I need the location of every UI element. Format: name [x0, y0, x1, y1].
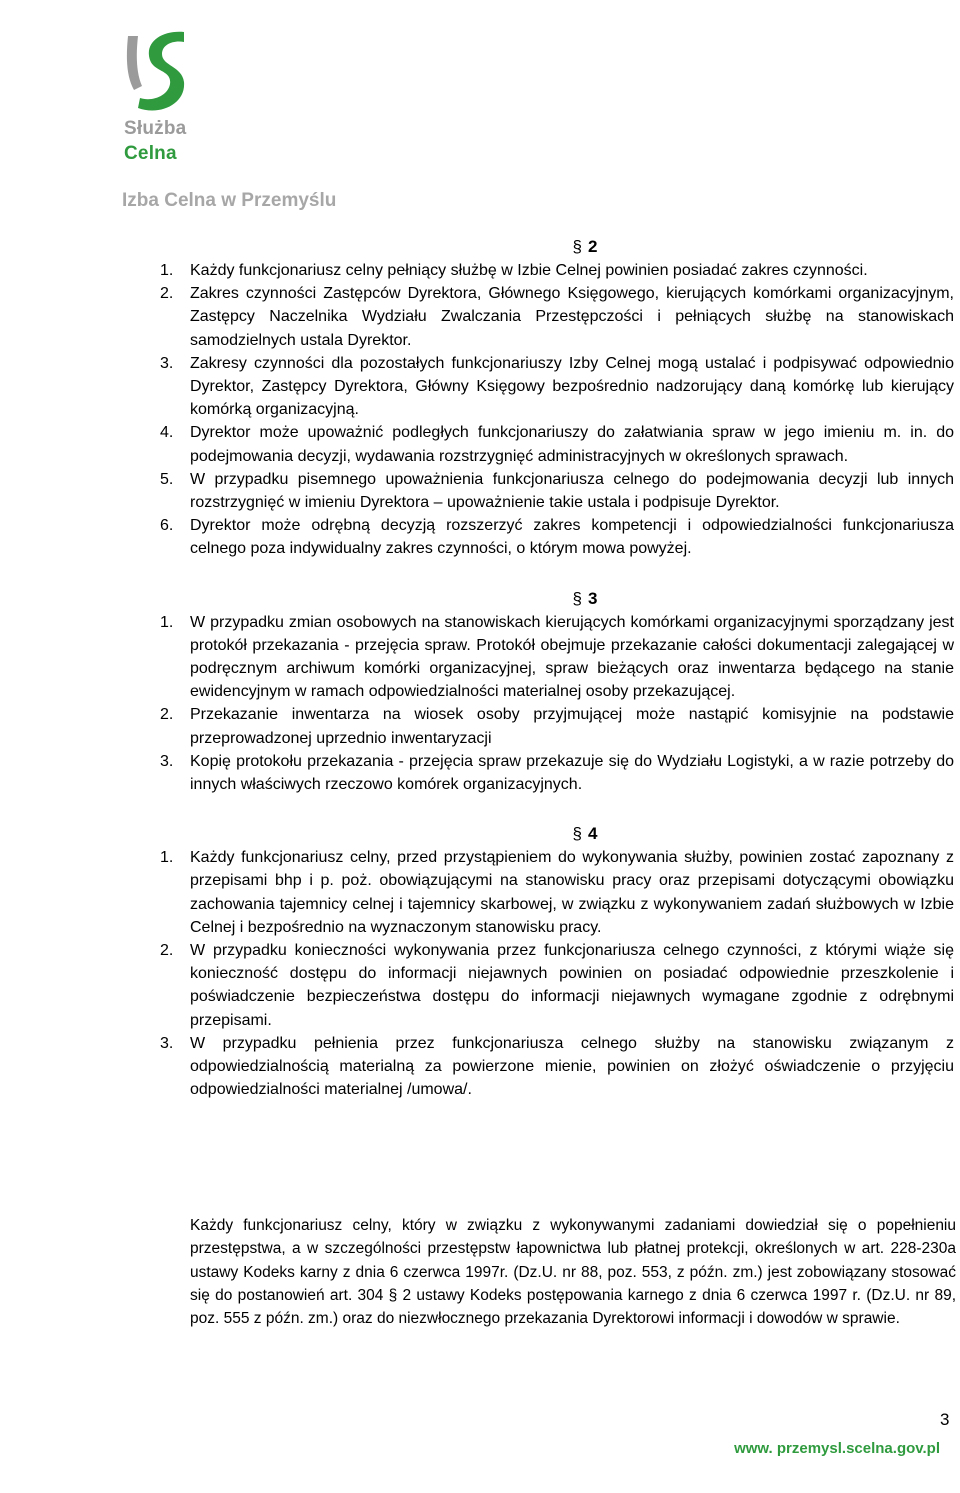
item-text: Dyrektor może upoważnić podległych funkcjonariuszy do załatwiania spraw w jego imieniu m. in. do podejmowania decyzji, wydawania rozstrzygnięć administracyjnych w określonych sprawach.	[190, 424, 954, 465]
item-number: 4.	[160, 424, 174, 442]
item-text: W przypadku pełnienia przez funkcjonariusza celnego służby na stanowisku związanym z odpowiedzialnością materialną za powierzone mienie, powinien on złożyć oświadczenie o przyjęciu odpowiedzialności materialnej /umowa/.	[190, 1034, 954, 1099]
section-heading	[150, 235, 960, 259]
office-title: Izba Celna w Przemyślu	[122, 190, 337, 211]
item-number: 2.	[160, 706, 174, 724]
item-number: 1.	[160, 849, 174, 867]
list-item	[150, 1032, 960, 1102]
item-text: Kopię protokołu przekazania - przejęcia spraw przekazuje się do Wydziału Logistyki, a w razie potrzeby do innych właściwych rzeczowo komórek organizacyjnych.	[190, 752, 954, 794]
item-number: 2.	[160, 942, 174, 960]
list-item	[150, 421, 960, 467]
section-number: 4	[588, 824, 598, 844]
item-number: 1.	[160, 262, 174, 279]
brand-line1: Służba	[124, 118, 187, 139]
item-text: Każdy funkcjonariusz celny, przed przystąpieniem do wykonywania służby, powinien zostać zapoznany z przepisami bhp i p. poż. obowiązującymi na stanowisku pracy oraz przepisami dotyczącymi obowiązku zachowania tajemnicy celnej i tajemnicy skarbowej, w związku z wykonywaniem zadań służbowych w Izbie Celnej i bezpośrednio na wyznaczonym stanowisku pracy.	[190, 849, 954, 936]
section-symbol: §	[572, 588, 582, 608]
brand-line2: Celna	[124, 143, 177, 164]
section-items	[150, 846, 960, 1101]
list-item	[150, 468, 960, 514]
list-item	[150, 846, 960, 939]
section-items	[150, 259, 960, 561]
item-number: 3.	[160, 354, 174, 372]
item-number: 6.	[160, 517, 174, 535]
section-number: 3	[588, 588, 598, 608]
item-number: 5.	[160, 470, 174, 488]
section-heading	[150, 587, 960, 611]
section-symbol: §	[572, 237, 582, 256]
list-item	[150, 514, 960, 560]
item-text: Zakres czynności Zastępców Dyrektora, Głównego Księgowego, kierujących komórkami organizacyjnym, Zastępcy Naczelnika Wydziału Zwalczania Przestępczości i pełniących służbę na stanowiskach samodzielnych ustala Dyrektor.	[190, 285, 954, 349]
list-item	[150, 939, 960, 1032]
item-text: Zakresy czynności dla pozostałych funkcjonariuszy Izby Celnej mogą ustalać i podpisywać odpowiednio Dyrektor, Zastępcy Dyrektora, Główny Księgowy bezpośrednio nadzorujący daną komórkę lub kierujący komórką organizacyjną.	[190, 354, 954, 419]
item-number: 2.	[160, 285, 174, 303]
list-item	[150, 352, 960, 422]
item-number: 3.	[160, 752, 174, 770]
item-number: 1.	[160, 613, 174, 631]
item-text: Każdy funkcjonariusz celny pełniący służbę w Izbie Celnej powinien posiadać zakres czynności.	[190, 262, 868, 279]
list-item	[150, 750, 960, 796]
section-number: 2	[588, 237, 598, 256]
sluzba-celna-logo-icon	[122, 26, 202, 112]
closing-paragraph: Każdy funkcjonariusz celny, który w związku z wykonywanymi zadaniami dowiedział się o popełnieniu przestępstwa, a w szczególności przestępstw łapownictwa lub płatnej protekcji, określonych w art. 228-230a ustawy Kodeks karny z dnia 6 czerwca 1997r. (Dz.U. nr 88, poz. 553, z późn. zm.) jest zobowiązany stosować się do postanowień art. 304 § 2 ustawy Kodeks postępowania karnego z dnia 6 czerwca 1997 r. (Dz.U. nr 89, poz. 555 z późn. zm.) oraz do niezwłocznego przekazania Dyrektorowi informacji i dowodów w sprawie.	[190, 1217, 956, 1328]
footer-url-link[interactable]: www. przemysl.scelna.gov.pl	[734, 1440, 940, 1457]
item-number: 3.	[160, 1034, 174, 1052]
item-text: W przypadku zmian osobowych na stanowiskach kierujących komórkami organizacyjnymi sporządzany jest protokół przekazania - przejęcia spraw. Protokół obejmuje przekazanie całości dokumentacji zalegającej w podręcznym archiwum komórki organizacyjnej, spraw bieżących oraz inwentarza będącego na stanie ewidencyjnym w ramach odpowiedzialności materialnej osoby przekazującej.	[190, 613, 954, 701]
document-body	[150, 235, 960, 1102]
item-text: Dyrektor może odrębną decyzją rozszerzyć zakres kompetencji i odpowiedzialności funkcjonariusza celnego poza indywidualny zakres czynności, o którym mowa powyżej.	[190, 517, 954, 558]
section-items	[150, 611, 960, 797]
list-item	[150, 259, 960, 282]
list-item	[150, 703, 960, 749]
section-symbol: §	[572, 824, 582, 844]
item-text: W przypadku konieczności wykonywania przez funkcjonariusza celnego czynności, z którymi wiąże się konieczność dostępu do informacji niejawnych powinien on posiadać odpowiednie przeszkolenie i poświadczenie bezpieczeństwa dostępu do informacji niejawnych wymagane zgodnie z odrębnymi przepisami.	[190, 942, 954, 1029]
page-number: 3	[940, 1410, 950, 1429]
item-text: W przypadku pisemnego upoważnienia funkcjonariusza celnego do podejmowania decyzji lub innych rozstrzygnięć w imieniu Dyrektora – upoważnienie takie ustala i podpisuje Dyrektor.	[190, 470, 954, 512]
list-item	[150, 282, 960, 352]
section-heading	[150, 822, 960, 846]
list-item	[150, 611, 960, 704]
item-text: Przekazanie inwentarza na wiosek osoby przyjmującej może nastąpić komisyjnie na podstawie przeprowadzonej uprzednio inwentaryzacji	[190, 706, 954, 747]
